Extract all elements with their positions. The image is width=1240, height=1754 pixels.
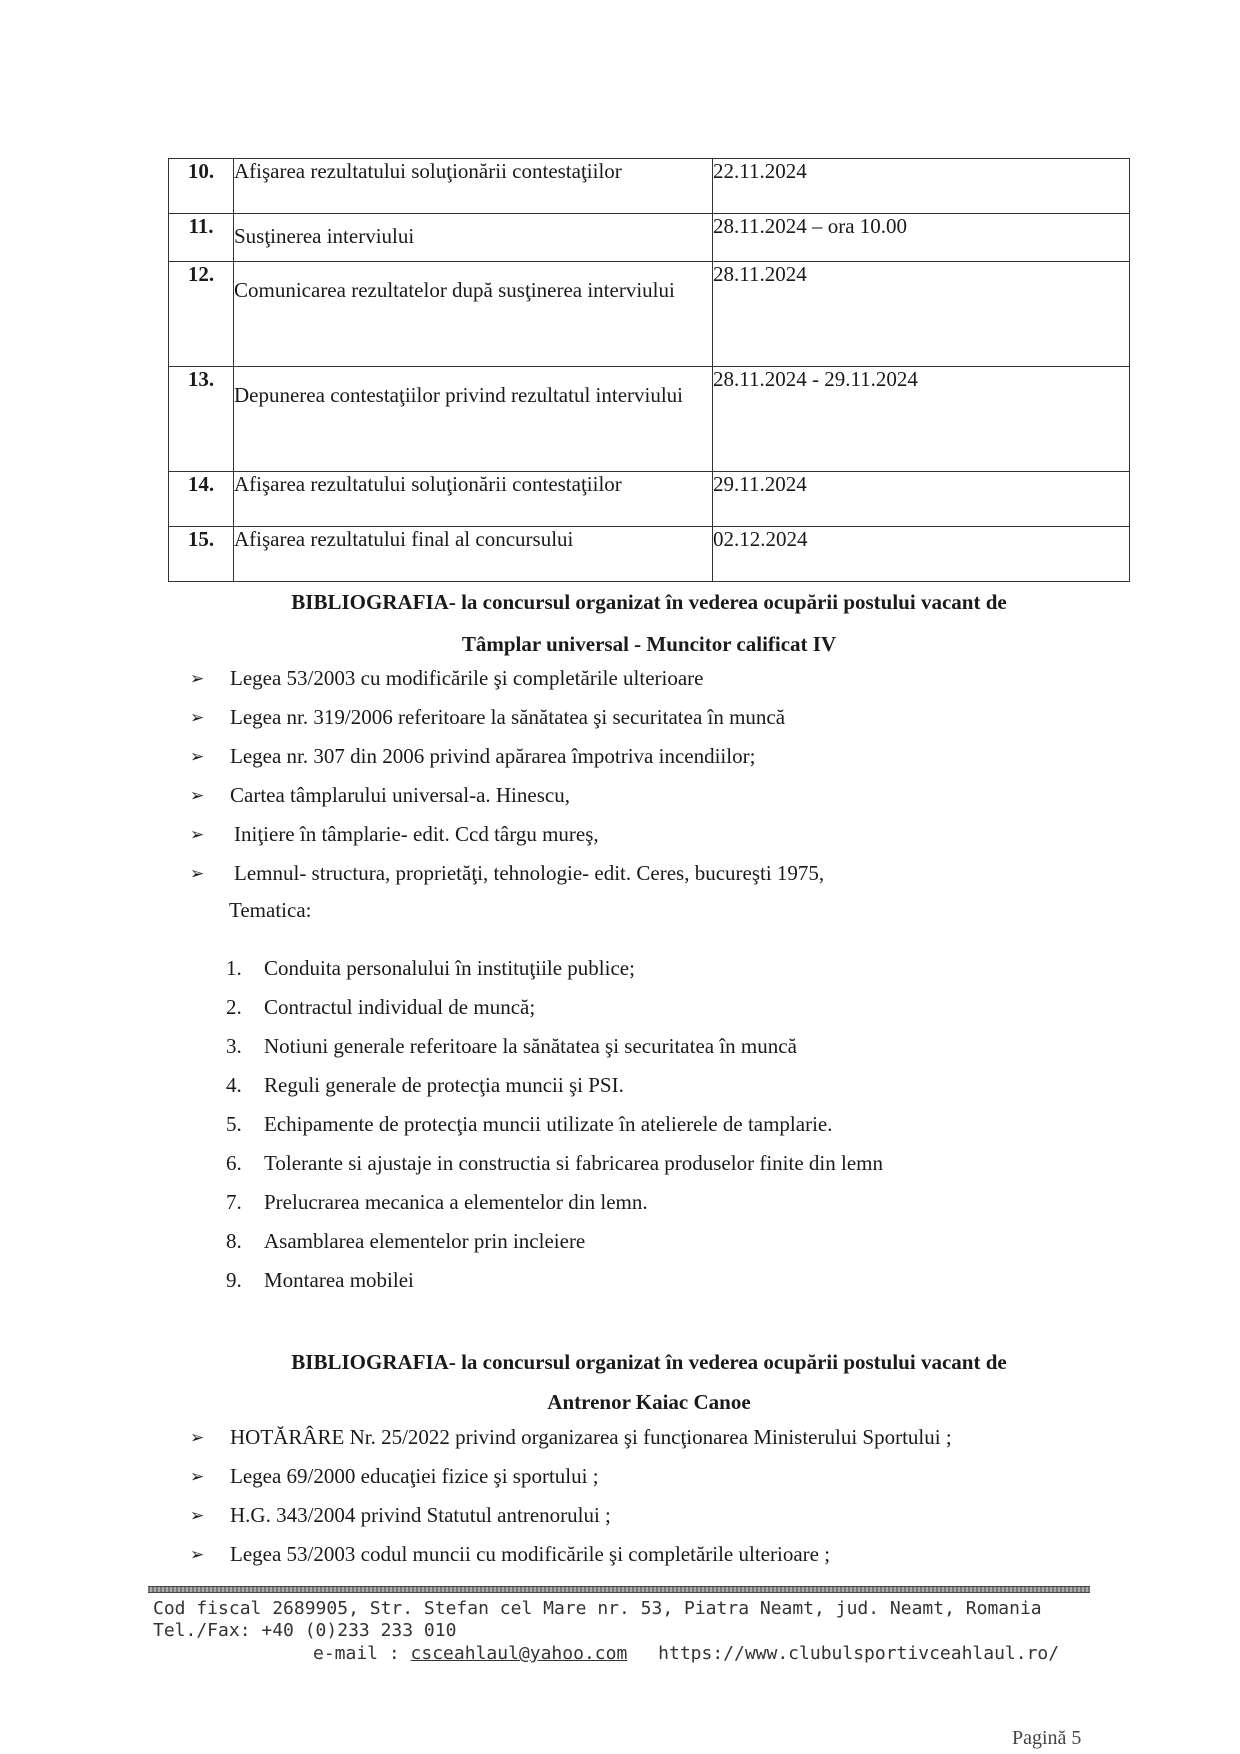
arrow-bullet-icon: ➢ [190,786,205,806]
table-row [169,527,1130,582]
email-link[interactable]: csceahlaul@yahoo.com [410,1643,628,1664]
arrow-bullet-icon: ➢ [190,1428,205,1448]
list-item: ➢ Legea 53/2003 codul muncii cu modificările şi completările ulterioare ; [190,1542,831,1566]
row-date: 02.12.2024 [713,527,1130,582]
tematica-label: Tematica: [229,898,312,922]
arrow-bullet-icon: ➢ [190,747,205,767]
arrow-bullet-icon: ➢ [190,825,205,845]
schedule-table [168,158,1130,582]
row-description: Susţinerea interviului [234,214,713,262]
row-number: 12. [169,262,234,367]
row-date: 28.11.2024 [713,262,1130,367]
list-item: 5. Echipamente de protecţia muncii utilizate în atelierele de tamplarie. [226,1112,833,1136]
row-number: 11. [169,214,234,262]
page-number: Pagină 5 [1012,1727,1082,1749]
list-item: ➢ Lemnul- structura, proprietăţi, tehnologie- edit. Ceres, bucureşti 1975, [190,861,825,885]
row-date: 28.11.2024 - 29.11.2024 [713,367,1130,472]
list-item: ➢ Legea nr. 319/2006 referitoare la sănătatea şi securitatea în muncă [190,705,786,729]
section1-heading-line1: BIBLIOGRAFIA- la concursul organizat în vederea ocupării postului vacant de [291,590,1007,614]
list-item: 4. Reguli generale de protecţia muncii şi PSI. [226,1073,624,1097]
list-item: 8. Asamblarea elementelor prin incleiere [226,1229,586,1253]
arrow-bullet-icon: ➢ [190,864,205,884]
list-item: 7. Prelucrarea mecanica a elementelor din lemn. [226,1190,648,1214]
list-item: 6. Tolerante si ajustaje in constructia si fabricarea produselor finite din lemn [226,1151,883,1175]
arrow-bullet-icon: ➢ [190,708,205,728]
table-row [169,472,1130,527]
table-row [169,367,1130,472]
list-item: 1. Conduita personalului în instituţiile publice; [226,956,635,980]
row-date: 28.11.2024 – ora 10.00 [713,214,1130,262]
section1-heading-line2: Tâmplar universal - Muncitor calificat IV [461,632,837,656]
table-row [169,159,1130,214]
table-row [169,214,1130,262]
section2-heading-line2: Antrenor Kaiac Canoe [547,1390,751,1414]
list-item: 2. Contractul individual de muncă; [226,995,536,1019]
list-item: ➢ Iniţiere în tâmplarie- edit. Ccd târgu mureş, [190,822,599,846]
row-description: Afişarea rezultatului soluţionării contestaţiilor [234,159,713,214]
footer-contact [313,1643,1059,1664]
row-number: 15. [169,527,234,582]
list-item: ➢ H.G. 343/2004 privind Statutul antrenorului ; [190,1503,611,1527]
row-number: 14. [169,472,234,527]
row-description: Afişarea rezultatului final al concursului [234,527,713,582]
list-item: ➢ Legea 69/2000 educaţiei fizice şi sportului ; [190,1464,599,1488]
row-description: Depunerea contestaţiilor privind rezultatul interviului [234,367,713,472]
list-item: ➢ HOTĂRÂRE Nr. 25/2022 privind organizarea şi funcţionarea Ministerului Sportului ; [190,1425,952,1449]
table-row [169,262,1130,367]
row-number: 10. [169,159,234,214]
list-item: ➢ Legea 53/2003 cu modificările şi completările ulterioare [190,666,704,690]
row-number: 13. [169,367,234,472]
row-description: Comunicarea rezultatelor după susţinerea interviului [234,262,713,367]
list-item: ➢ Legea nr. 307 din 2006 privind apărarea împotriva incendiilor; [190,744,756,768]
arrow-bullet-icon: ➢ [190,669,205,689]
arrow-bullet-icon: ➢ [190,1506,205,1526]
row-description: Afişarea rezultatului soluţionării contestaţiilor [234,472,713,527]
website-link[interactable]: https://www.clubulsportivceahlaul.ro/ [658,1643,1060,1664]
row-date: 29.11.2024 [713,472,1130,527]
footer-address: Cod fiscal 2689905, Str. Stefan cel Mare nr. 53, Piatra Neamt, jud. Neamt, Romania Tel./Fax: +40 (0)233 233 010 [153,1598,1042,1641]
list-item: 9. Montarea mobilei [226,1268,414,1292]
section2-heading-line1: BIBLIOGRAFIA- la concursul organizat în vederea ocupării postului vacant de [291,1350,1007,1374]
arrow-bullet-icon: ➢ [190,1545,205,1565]
section2-bibliography-list [190,1425,952,1581]
list-item: ➢ Cartea tâmplarului universal-a. Hinescu, [190,783,570,807]
tematica-list [226,956,883,1307]
row-date: 22.11.2024 [713,159,1130,214]
arrow-bullet-icon: ➢ [190,1467,205,1487]
footer-divider [148,1586,1090,1593]
section1-bibliography-list [190,666,824,900]
email-label: e-mail : [313,1643,400,1664]
list-item: 3. Notiuni generale referitoare la sănătatea şi securitatea în muncă [226,1034,797,1058]
